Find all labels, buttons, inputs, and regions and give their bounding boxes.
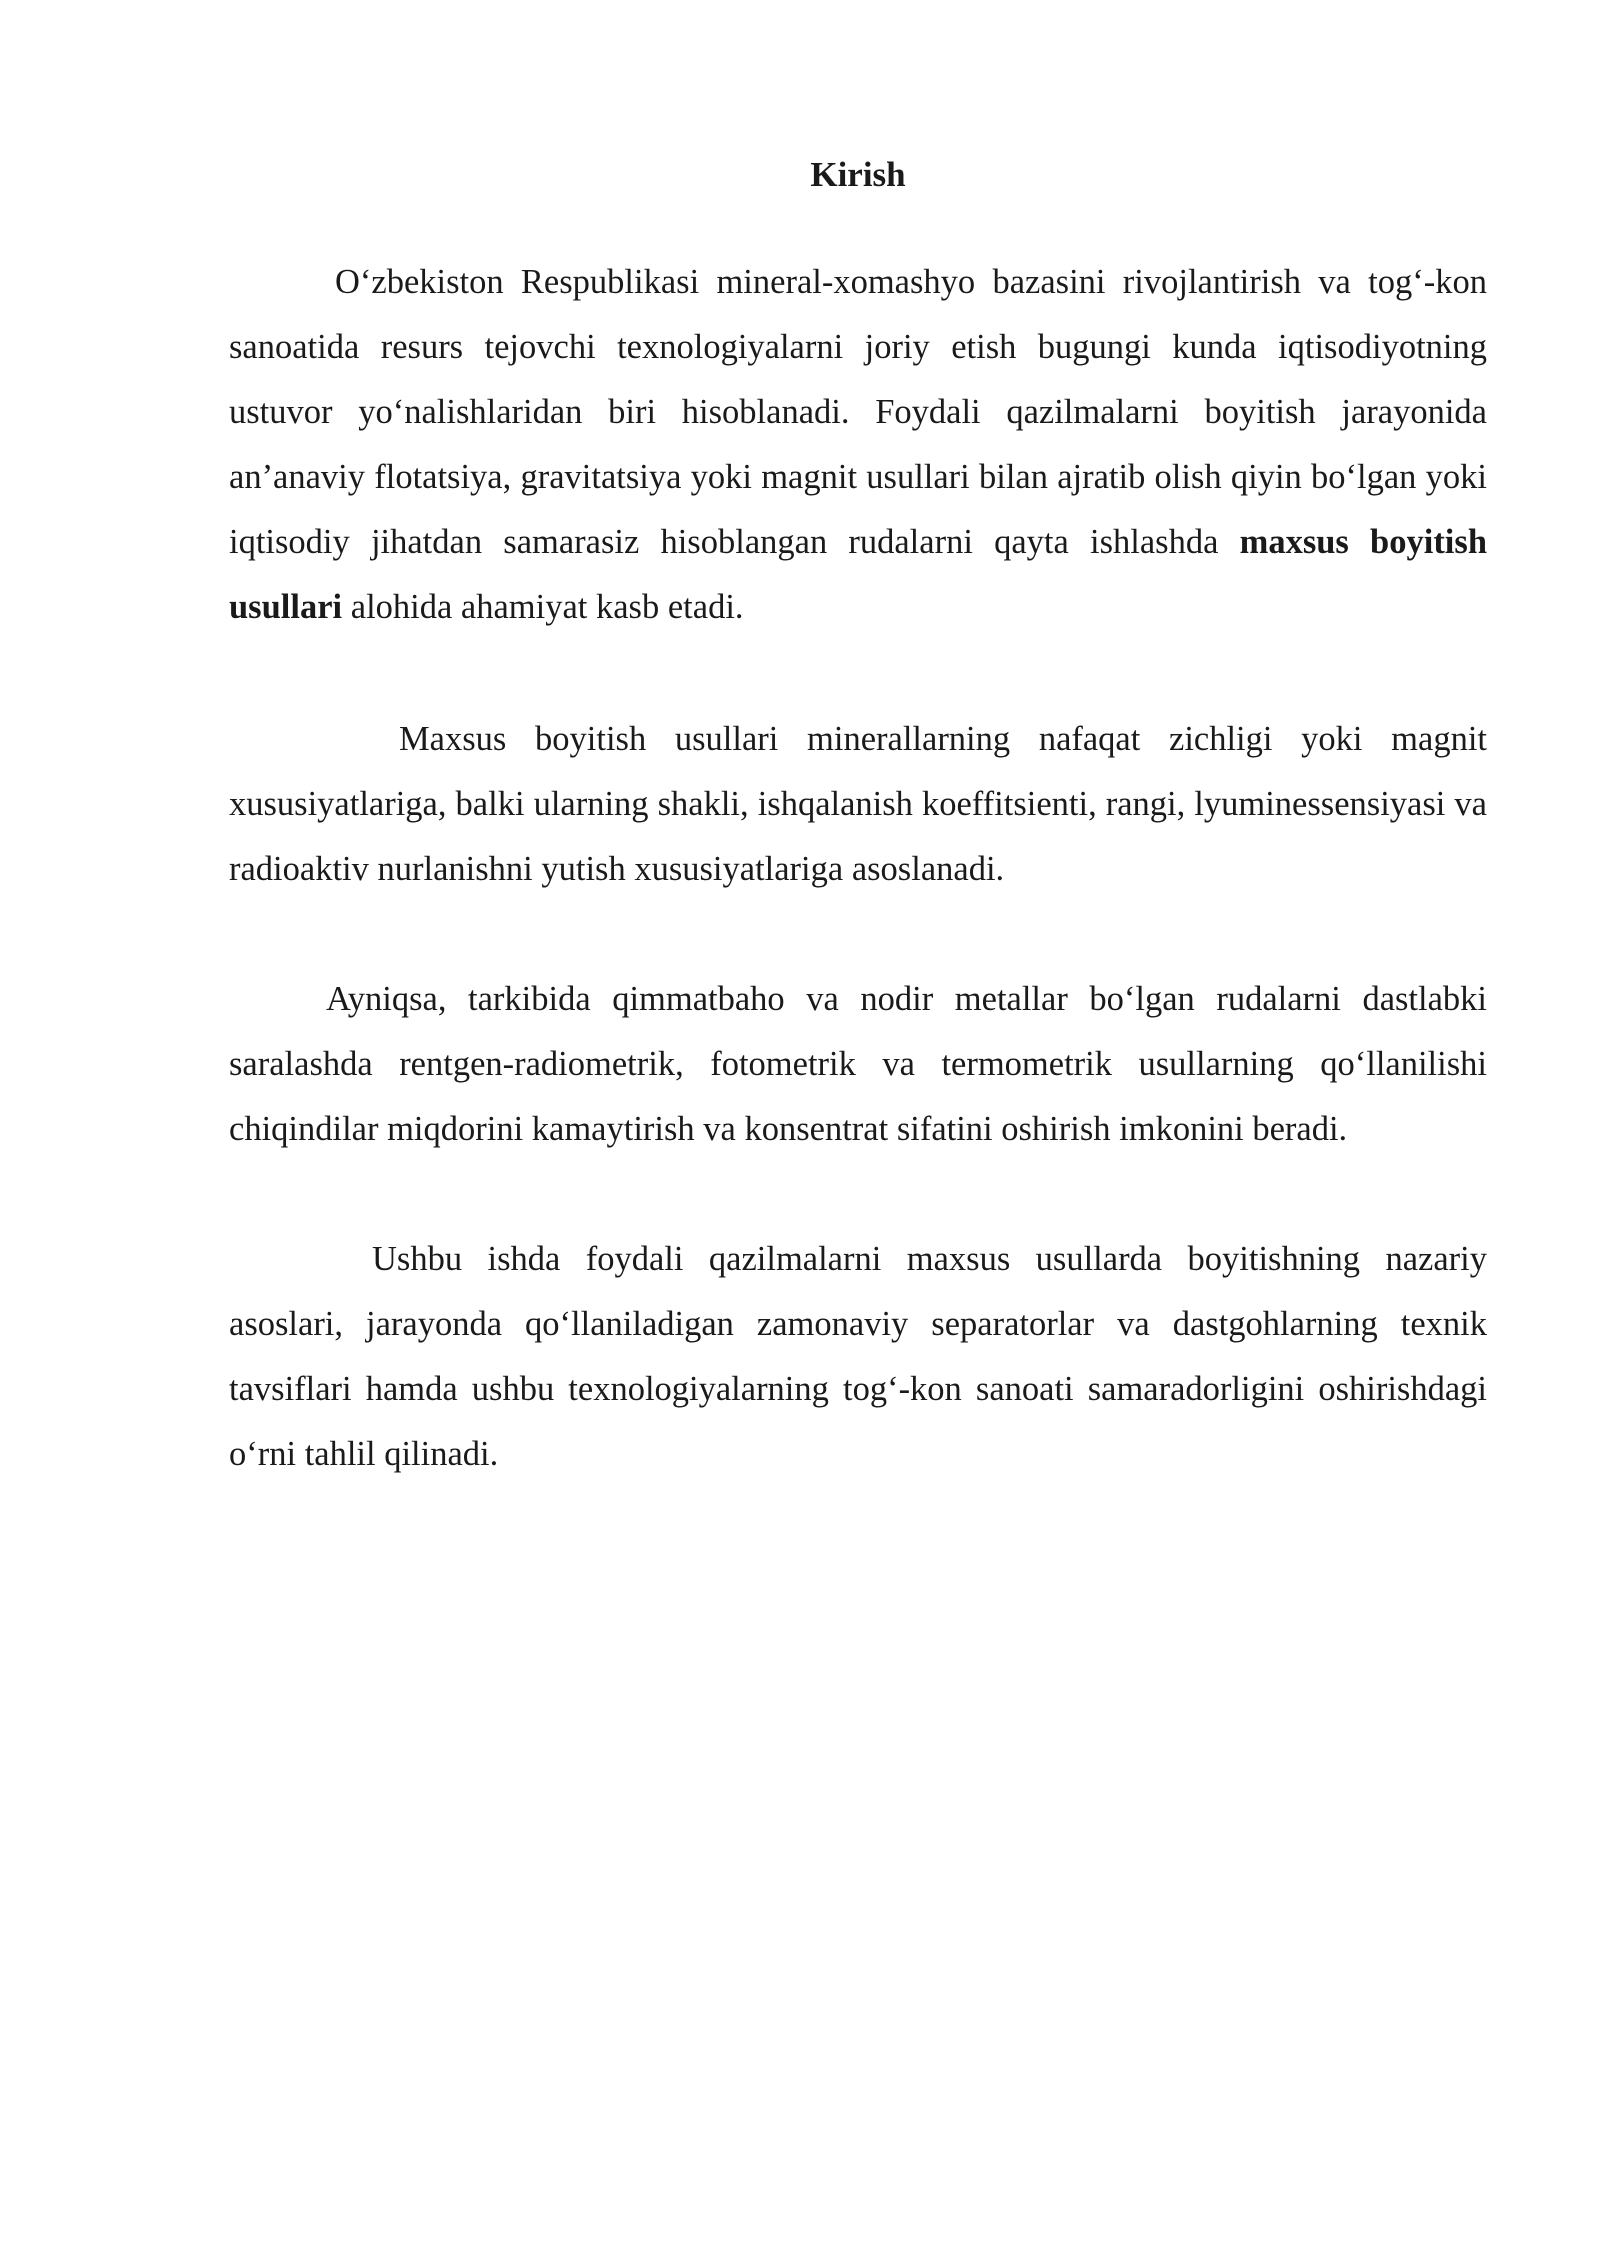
- paragraph-intro-ending: alohida ahamiyat kasb etadi.: [342, 588, 744, 626]
- paragraph-sorting: Ayniqsa, tarkibida qimmatbaho va nodir metallar bo‘lgan rudalarni dastlabki saralashda rentgen-radiometrik, fotometrik va termometrik usullarning qo‘llanilishi chiqindilar miqdorini kamaytirish va konsentrat sifatini oshirish imkonini beradi.: [229, 980, 1487, 1148]
- page-title: Kirish: [810, 155, 906, 194]
- paragraph-intro-text: O‘zbekiston Respublikasi mineral-xomashyo bazasini rivojlantirish va tog‘-kon sanoatida resurs tejovchi texnologiyalarni joriy etish bugungi kunda iqtisodiyotning ustuvor yo‘nalishlaridan biri hisoblanadi. Foydali qazilmalarni boyitish jarayonida an’anaviy flotatsiya, gravitatsiya yoki magnit usullari bilan ajratib olish qiyin bo‘lgan yoki iqtisodiy jihatdan samarasiz hisoblangan rudalarni qayta ishlashda: [229, 263, 1487, 561]
- bold-term: maxsus boyitish usullari: [229, 523, 1488, 626]
- paragraph-scope: Ushbu ishda foydali qazilmalarni maxsus usullarda boyitishning nazariy asoslari, jarayonda qo‘llaniladigan zamonaviy separatorlar va dastgohlarning texnik tavsiflari hamda ushbu texnologiyalarning tog‘-kon sanoati samaradorligini oshirishdagi o‘rni tahlil qilinadi.: [229, 1240, 1487, 1473]
- paragraph-intro: [229, 250, 1487, 640]
- paragraph-methods: Maxsus boyitish usullari minerallarning nafaqat zichligi yoki magnit xususiyatlariga, balki ularning shakli, ishqalanish koeffitsienti, rangi, lyuminessensiyasi va radioaktiv nurlanishni yutish xususiyatlariga asoslanadi.: [229, 720, 1487, 888]
